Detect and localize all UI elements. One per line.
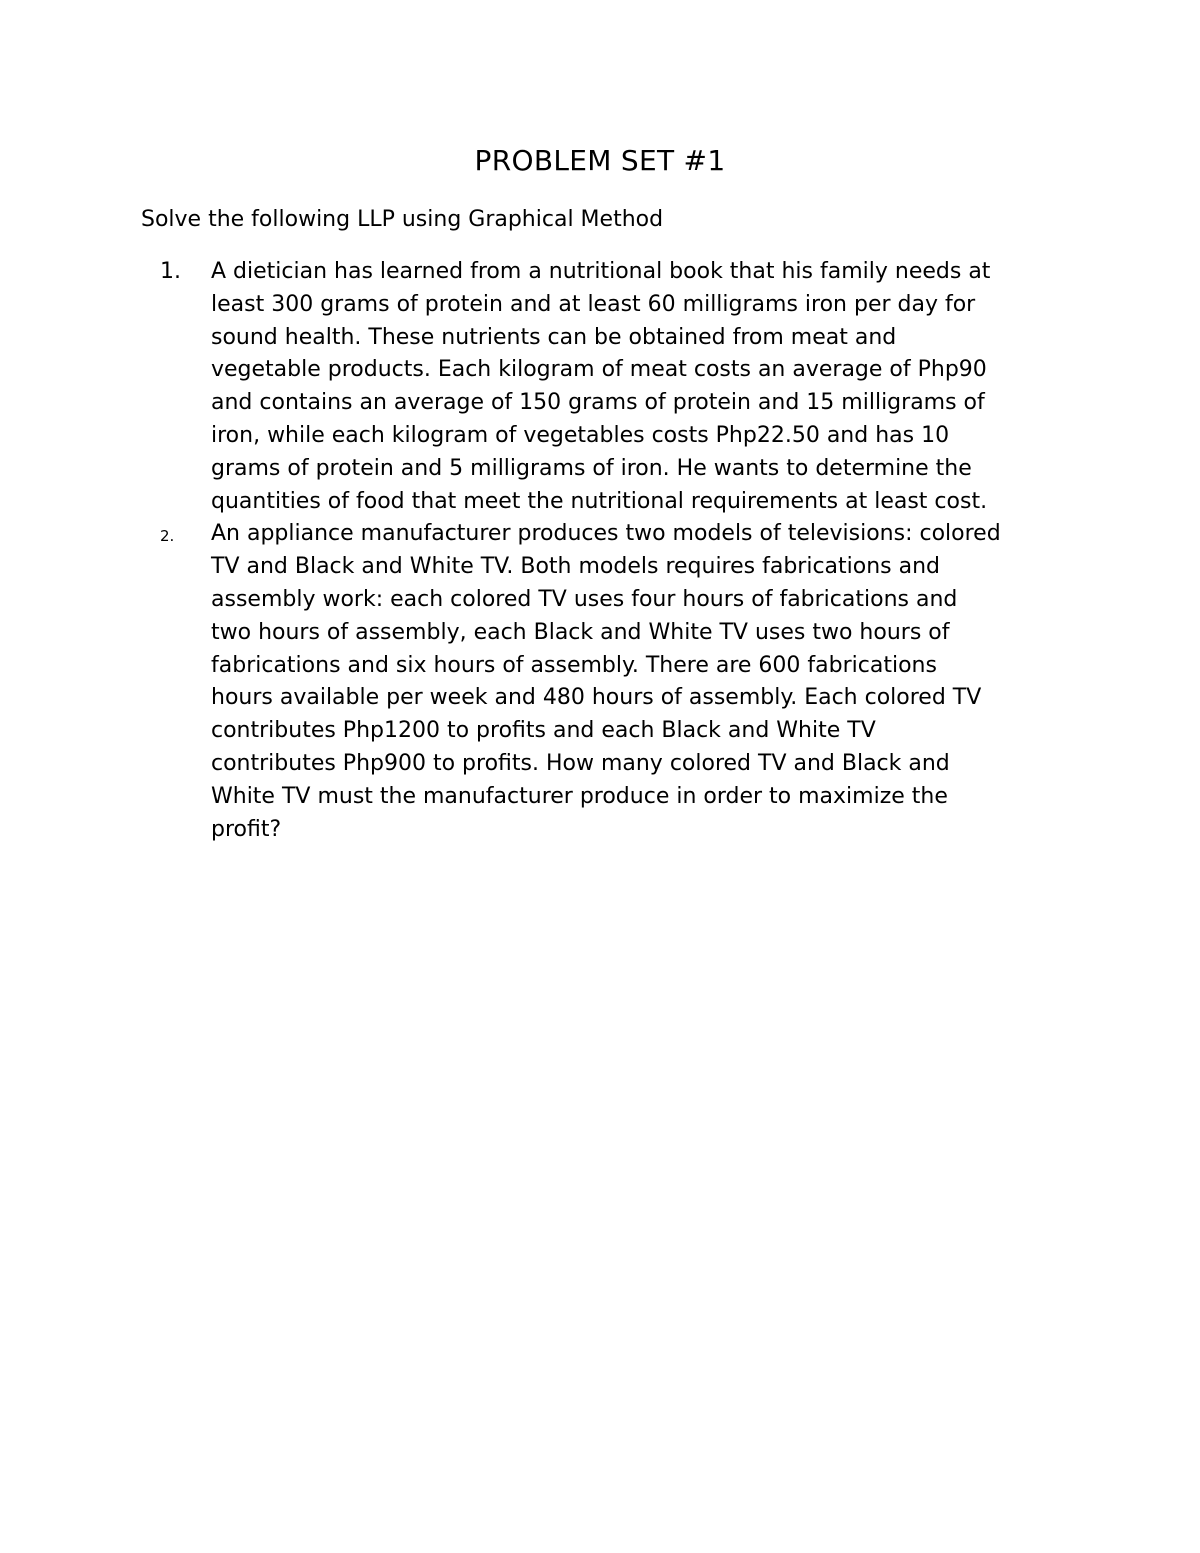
problem-line: contributes Php1200 to profits and each Black and White TV	[211, 718, 876, 744]
problem-item-2	[0, 518, 1200, 846]
problem-line: A dietician has learned from a nutritional book that his family needs at	[211, 259, 991, 284]
problem-line: and contains an average of 150 grams of protein and 15 milligrams of	[211, 390, 985, 416]
problem-text	[211, 518, 1081, 846]
problem-line: iron, while each kilogram of vegetables costs Php22.50 and has 10	[211, 422, 950, 448]
problem-line: profit?	[211, 816, 282, 842]
problem-line: sound health. These nutrients can be obtained from meat and	[211, 324, 897, 350]
problem-line: quantities of food that meet the nutritional requirements at least cost.	[211, 488, 988, 514]
problem-line: assembly work: each colored TV uses four hours of fabrications and	[211, 586, 958, 612]
problem-line: An appliance manufacturer produces two models of televisions: colored	[211, 521, 1001, 547]
problem-line: White TV must the manufacturer produce in order to maximize the	[211, 783, 948, 809]
problem-number: 1.	[160, 259, 181, 284]
problem-item-1	[0, 256, 1200, 518]
problem-line: vegetable products. Each kilogram of meat costs an average of Php90	[211, 357, 987, 383]
problem-line: least 300 grams of protein and at least 60 milligrams iron per day for	[211, 291, 976, 317]
problem-line: hours available per week and 480 hours of assembly. Each colored TV	[211, 685, 982, 711]
problem-line: grams of protein and 5 milligrams of iron. He wants to determine the	[211, 455, 972, 481]
problem-line: fabrications and six hours of assembly. There are 600 fabrications	[211, 652, 937, 678]
problem-text	[211, 256, 1081, 518]
problem-line: contributes Php900 to profits. How many colored TV and Black and	[211, 750, 950, 776]
problem-number: 2.	[160, 527, 175, 546]
problem-line: TV and Black and White TV. Both models requires fabrications and	[211, 554, 941, 580]
instruction-text: Solve the following LLP using Graphical Method	[141, 207, 664, 232]
document-title: PROBLEM SET #1	[474, 144, 726, 177]
problem-line: two hours of assembly, each Black and White TV uses two hours of	[211, 619, 950, 645]
problem-list	[0, 256, 1200, 846]
